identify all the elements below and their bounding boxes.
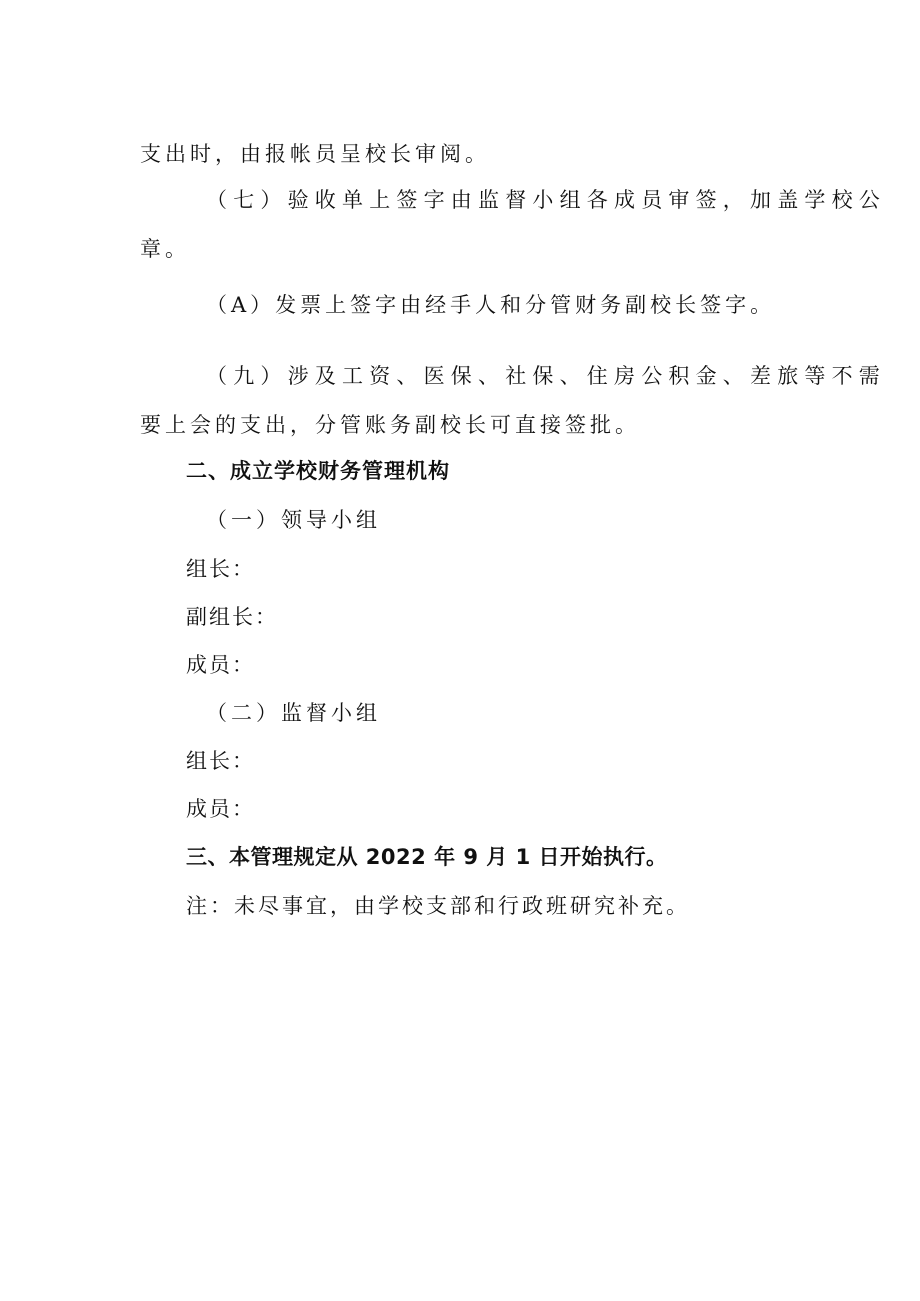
role-label: 组长： <box>186 557 255 581</box>
section-heading: 二、成立学校财务管理机构 <box>186 459 450 483</box>
paragraph-line: （七）验收单上签字由监督小组各成员审签，加盖学校公 <box>206 188 886 212</box>
paragraph-line: （九）涉及工资、医保、社保、住房公积金、差旅等不需 <box>206 364 886 388</box>
paragraph-line: 要上会的支出，分管账务副校长可直接签批。 <box>140 413 640 437</box>
paragraph-line: 章。 <box>140 237 190 261</box>
role-label: 成员： <box>186 653 255 677</box>
note-line: 注：未尽事宜，由学校支部和行政班研究补充。 <box>186 894 690 918</box>
role-label: 成员： <box>186 797 255 821</box>
section-heading: 三、本管理规定从 2022 年 9 月 1 日开始执行。 <box>186 845 668 869</box>
paragraph-line: （A）发票上签字由经手人和分管财务副校长签字。 <box>206 293 776 317</box>
paragraph-line: 支出时，由报帐员呈校长审阅。 <box>140 142 490 166</box>
subsection-title: （一）领导小组 <box>206 508 381 532</box>
subsection-title: （二）监督小组 <box>206 701 381 725</box>
role-label: 副组长： <box>186 605 278 629</box>
role-label: 组长： <box>186 749 255 773</box>
